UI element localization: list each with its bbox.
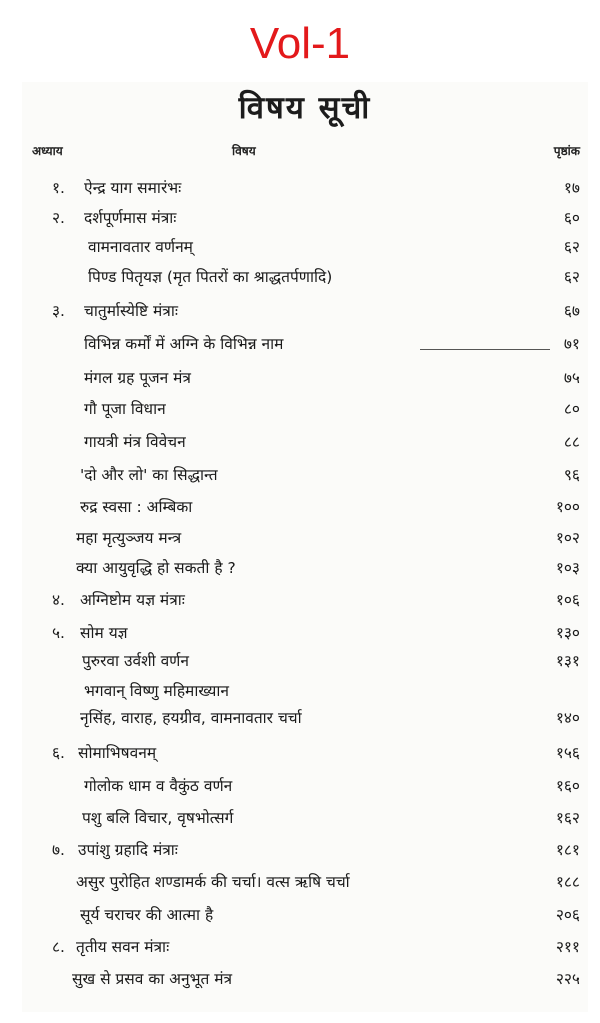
toc-entry <box>22 585 588 615</box>
page-number: ७१ <box>563 335 580 353</box>
page-number: १३१ <box>555 652 580 670</box>
entry-title: सुख से प्रसव का अनुभूत मंत्र <box>72 970 233 988</box>
page-number: १७ <box>563 179 580 197</box>
chapter-number: १. <box>52 179 65 197</box>
underline-rule <box>420 349 550 350</box>
toc-entry <box>22 900 588 930</box>
entry-title: वामनावतार वर्णनम् <box>88 238 193 256</box>
entry-title: सूर्य चराचर की आत्मा है <box>80 906 214 924</box>
chapter-number: ५. <box>52 624 65 642</box>
page-number: १६० <box>555 777 580 795</box>
entry-title: नृसिंह, वाराह, हयग्रीव, वामनावतार चर्चा <box>80 709 302 727</box>
page-number: ८० <box>563 400 580 418</box>
toc-entry <box>22 203 588 233</box>
entry-title: भगवान् विष्णु महिमाख्यान <box>84 682 230 700</box>
page-number: ६२ <box>563 238 580 256</box>
toc-entry <box>22 867 588 897</box>
page-number: ९६ <box>563 466 580 484</box>
toc-entry <box>22 703 588 733</box>
toc-entry <box>22 492 588 522</box>
toc-page <box>22 82 588 1012</box>
toc-entry <box>22 296 588 326</box>
page-number: २०६ <box>555 906 580 924</box>
toc-entry <box>22 803 588 833</box>
chapter-number: ६. <box>52 744 65 762</box>
toc-entry <box>22 460 588 490</box>
entry-title: ऐन्द्र याग समारंभः <box>84 179 182 197</box>
toc-entry <box>22 262 588 292</box>
toc-entry <box>22 232 588 262</box>
toc-entry <box>22 173 588 203</box>
subject-column-header: विषय <box>232 144 256 158</box>
entry-title: मंगल ग्रह पूजन मंत्र <box>84 369 191 387</box>
toc-entry <box>22 427 588 457</box>
entry-title: विभिन्न कर्मों में अग्नि के विभिन्न नाम <box>84 335 284 353</box>
page-number: २२५ <box>555 970 580 988</box>
page-number: ७५ <box>563 369 580 387</box>
toc-entry <box>22 771 588 801</box>
entry-title: गायत्री मंत्र विवेचन <box>84 433 186 451</box>
entry-title: तृतीय सवन मंत्राः <box>76 938 170 956</box>
page-number: १८१ <box>555 841 580 859</box>
entry-title: पशु बलि विचार, वृषभोत्सर्ग <box>82 809 234 827</box>
page-number: १०० <box>555 498 580 516</box>
page-number: १६२ <box>555 809 580 827</box>
page-number: ८८ <box>563 433 580 451</box>
volume-banner: Vol-1 <box>249 19 351 68</box>
entry-title: असुर पुरोहित शण्डामर्क की चर्चा। वत्स ऋषि चर्चा <box>76 873 350 891</box>
toc-entry <box>22 329 588 359</box>
entry-title: क्या आयुवृद्धि हो सकती है ? <box>76 559 236 577</box>
page-number: २११ <box>555 938 580 956</box>
entry-title: सोम यज्ञ <box>80 624 128 642</box>
chapter-number: २. <box>52 209 65 227</box>
toc-entry <box>22 835 588 865</box>
page-number: ६७ <box>563 302 580 320</box>
entry-title: रुद्र स्वसा : अम्बिका <box>80 498 193 516</box>
toc-entry <box>22 618 588 648</box>
toc-entry <box>22 523 588 553</box>
chapter-number: ८. <box>52 938 65 956</box>
page-number: १५६ <box>555 744 580 762</box>
page-number: ६० <box>563 209 580 227</box>
entry-title: महा मृत्युञ्जय मन्त्र <box>76 529 182 547</box>
toc-entry <box>22 646 588 676</box>
toc-entry <box>22 932 588 962</box>
toc-entry <box>22 553 588 583</box>
chapter-number: ३. <box>52 302 65 320</box>
chapter-number: ७. <box>52 841 65 859</box>
toc-entry <box>22 394 588 424</box>
entry-title: गोलोक धाम व वैकुंठ वर्णन <box>84 777 233 795</box>
page-number: १०३ <box>555 559 580 577</box>
page-number: ६२ <box>563 268 580 286</box>
toc-entry <box>22 363 588 393</box>
page-number: १८८ <box>555 873 580 891</box>
toc-entry <box>22 738 588 768</box>
entry-title: 'दो और लो' का सिद्धान्त <box>80 466 218 484</box>
page-number: १३० <box>555 624 580 642</box>
entry-title: अग्निष्टोम यज्ञ मंत्राः <box>80 591 185 609</box>
chapter-column-header: अध्याय <box>32 144 63 158</box>
entry-title: उपांशु ग्रहादि मंत्राः <box>78 841 178 859</box>
chapter-number: ४. <box>52 591 65 609</box>
page-number: १०२ <box>555 529 580 547</box>
entry-title: चातुर्मास्येष्टि मंत्राः <box>84 302 178 320</box>
entry-title: पुरुरवा उर्वशी वर्णन <box>82 652 189 670</box>
page-column-header: पृष्ठांक <box>553 144 580 158</box>
page-title: विषय सूची <box>238 90 372 126</box>
page-number: १४० <box>555 709 580 727</box>
entry-title: दर्शपूर्णमास मंत्राः <box>84 209 177 227</box>
entry-title: गौ पूजा विधान <box>84 400 166 418</box>
page-number: १०६ <box>555 591 580 609</box>
entry-title: पिण्ड पितृयज्ञ (मृत पितरों का श्राद्धतर्पणादि) <box>88 268 333 286</box>
toc-entry <box>22 964 588 994</box>
entry-title: सोमाभिषवनम् <box>78 744 157 762</box>
toc-entry <box>22 676 588 706</box>
